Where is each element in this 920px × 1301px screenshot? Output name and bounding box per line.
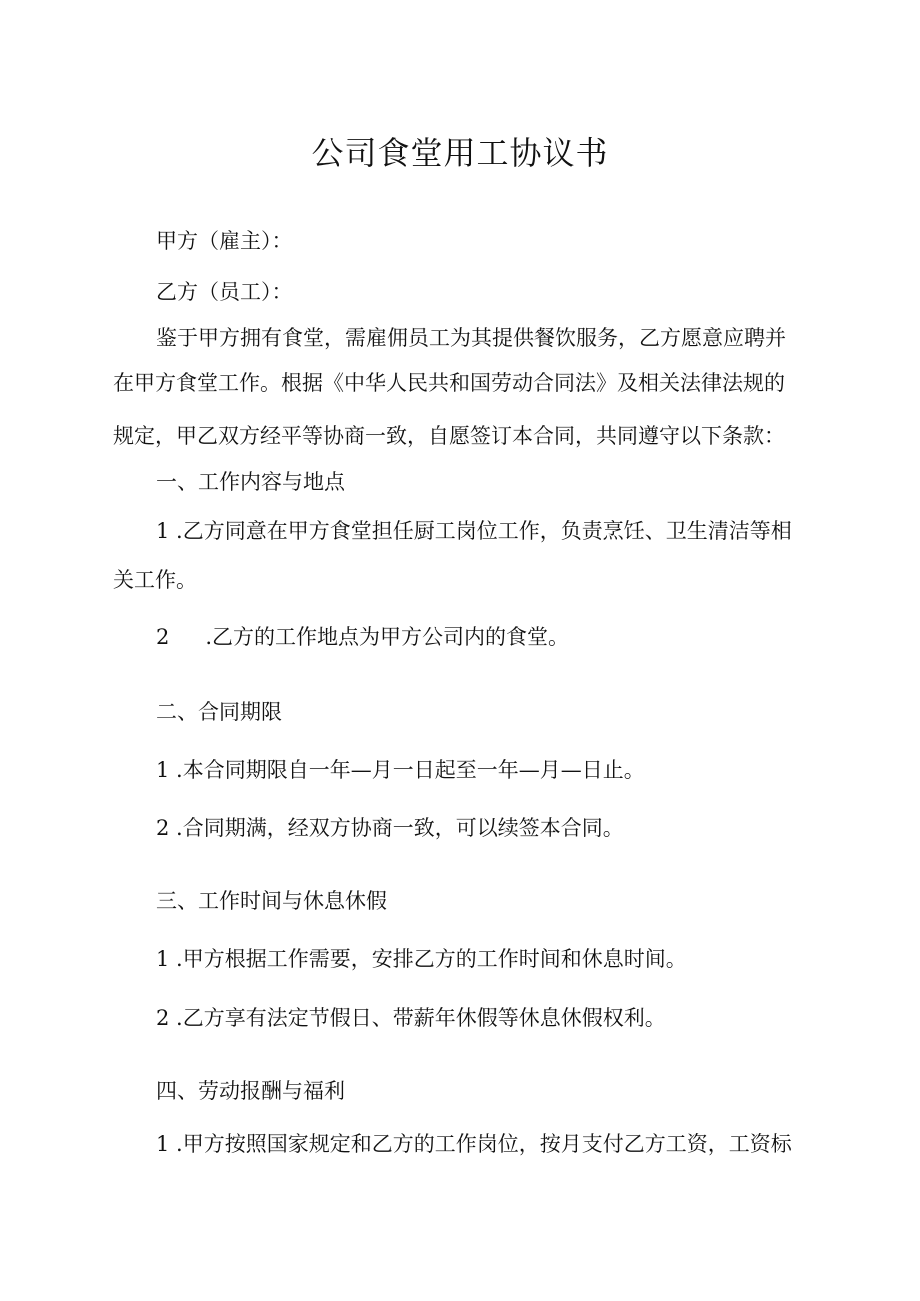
clause-text: .乙方的工作地点为甲方公司内的食堂。 <box>205 625 570 649</box>
clause-line: 2 .合同期满，经双方协商一致，可以续签本合同。 <box>156 816 624 840</box>
party-b-label: 乙方（员工）： <box>156 280 293 304</box>
section-heading: 一、工作内容与地点 <box>156 470 345 494</box>
clause-number: 2 <box>156 625 170 649</box>
clause-line: 1 .本合同期限自一年—月一日起至一年—月—日止。 <box>156 758 645 782</box>
preamble-line: 规定，甲乙双方经平等协商一致，自愿签订本合同，共同遵守以下条款： <box>113 424 785 448</box>
preamble-line: 鉴于甲方拥有食堂，需雇佣员工为其提供餐饮服务，乙方愿意应聘并 <box>156 326 786 350</box>
preamble-line: 在甲方食堂工作。根据《中华人民共和国劳动合同法》及相关法律法规的 <box>113 371 785 395</box>
document-title: 公司食堂用工协议书 <box>311 134 609 172</box>
clause-line: 1 .甲方根据工作需要，安排乙方的工作时间和休息时间。 <box>156 947 687 971</box>
clause-line <box>156 625 569 649</box>
clause-line: 2 .乙方享有法定节假日、带薪年休假等休息休假权利。 <box>156 1006 666 1030</box>
clause-line: 1 .甲方按照国家规定和乙方的工作岗位，按月支付乙方工资，工资标 <box>156 1132 792 1156</box>
section-heading: 二、合同期限 <box>156 700 282 724</box>
clause-line: 关工作。 <box>113 568 197 592</box>
clause-line: 1 .乙方同意在甲方食堂担任厨工岗位工作，负责烹饪、卫生清洁等相 <box>156 519 792 543</box>
section-heading: 四、劳动报酬与福利 <box>156 1079 345 1103</box>
section-heading: 三、工作时间与休息休假 <box>156 889 387 913</box>
party-a-label: 甲方（雇主）： <box>156 229 293 253</box>
